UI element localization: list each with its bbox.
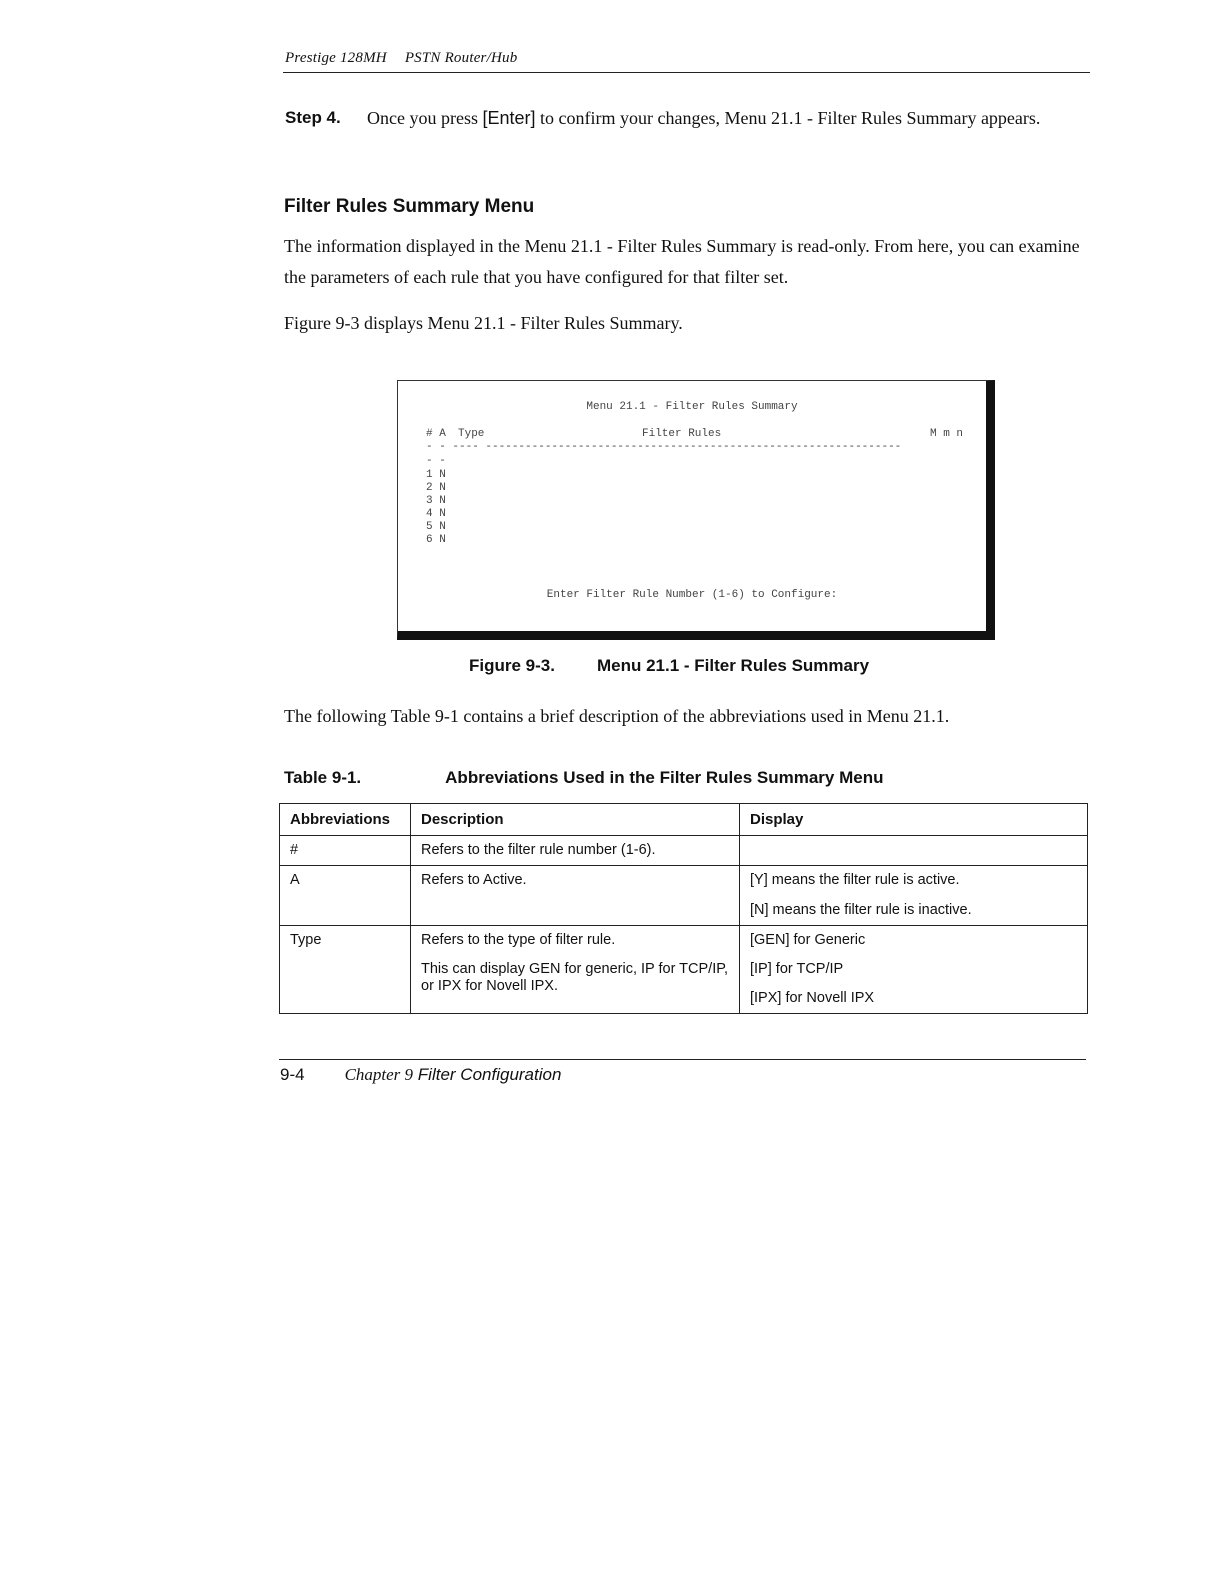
- terminal-col-header-type: Type: [458, 428, 485, 440]
- table-cell-display: [740, 866, 1088, 926]
- figure-intro: Figure 9-3 displays Menu 21.1 - Filter Rules Summary.: [284, 313, 683, 333]
- terminal-divider: - - ---- ---------------------------------------------------------------: [426, 441, 902, 453]
- table-cell-abbr: #: [280, 836, 411, 866]
- table-cell-description: [411, 926, 740, 1014]
- header-rule: [283, 72, 1090, 73]
- page-footer: [280, 1065, 561, 1085]
- table-caption-title: Abbreviations Used in the Filter Rules Summary Menu: [445, 768, 884, 787]
- section-paragraph: The information displayed in the Menu 21.1 - Filter Rules Summary is read-only. From here, you can examine the parameters of each rule that you have configured for that filter set.: [284, 236, 1080, 287]
- display-line: [Y] means the filter rule is active.: [750, 872, 960, 888]
- table-cell-abbr: A: [280, 866, 411, 926]
- description-line: Refers to the filter rule number (1-6).: [421, 842, 656, 858]
- terminal-screen: [397, 380, 995, 640]
- abbreviations-table: [279, 803, 1088, 1014]
- table-row: [280, 836, 1088, 866]
- terminal-col-header-rules: Filter Rules: [642, 428, 722, 440]
- terminal-title: Menu 21.1 - Filter Rules Summary: [586, 401, 798, 413]
- table-caption: [284, 768, 883, 788]
- terminal-divider-short: - -: [426, 455, 446, 467]
- display-line: [IP] for TCP/IP: [750, 961, 844, 977]
- table-cell-description: [411, 866, 740, 926]
- terminal-rule-row[interactable]: 6 N: [426, 534, 446, 546]
- figure-caption-title: Menu 21.1 - Filter Rules Summary: [596, 656, 870, 675]
- display-line: [IPX] for Novell IPX: [750, 990, 875, 1006]
- enter-key-label: [Enter]: [482, 108, 536, 128]
- running-header: [285, 50, 517, 67]
- table-cell-abbr: Type: [280, 926, 411, 1014]
- table-cell-description: [411, 836, 740, 866]
- step-text-after: to confirm your changes, Menu 21.1 - Filter Rules Summary appears.: [535, 108, 1041, 128]
- terminal-rule-row[interactable]: 3 N: [426, 495, 446, 507]
- col-num: #: [426, 428, 433, 440]
- step-label: Step 4.: [285, 108, 341, 127]
- terminal-rule-row[interactable]: 2 N: [426, 482, 446, 494]
- terminal-rule-row[interactable]: 1 N: [426, 469, 446, 481]
- figure-caption: [469, 656, 869, 676]
- step-text-before: Once you press: [367, 108, 483, 128]
- description-line: This can display GEN for generic, IP for TCP/IP, or IPX for Novell IPX.: [421, 961, 729, 994]
- header-product: Prestige 128MH: [285, 50, 387, 66]
- footer-chapter-word: Chapter 9: [344, 1065, 414, 1084]
- step-text: [367, 103, 1087, 134]
- page-number: 9-4: [280, 1065, 305, 1084]
- footer-chapter-title: Filter Configuration: [417, 1065, 562, 1084]
- table-header-row: [280, 804, 1088, 836]
- display-line: [GEN] for Generic: [750, 932, 866, 948]
- section-title: Filter Rules Summary Menu: [284, 196, 535, 217]
- terminal-rule-row[interactable]: 5 N: [426, 521, 446, 533]
- terminal-prompt[interactable]: Enter Filter Rule Number (1-6) to Configure:: [546, 589, 838, 601]
- col-active: A: [439, 428, 446, 440]
- footer-rule: [279, 1059, 1086, 1060]
- figure-caption-label: Figure 9-3.: [469, 656, 555, 675]
- terminal-col-header-number: [426, 428, 446, 440]
- table-header-abbreviations: Abbreviations: [280, 804, 411, 836]
- description-line: Refers to Active.: [421, 872, 527, 888]
- table-header-description: Description: [411, 804, 740, 836]
- table-intro: The following Table 9-1 contains a brief description of the abbreviations used in Menu 21.1.: [284, 706, 950, 726]
- description-line: Refers to the type of filter rule.: [421, 932, 616, 948]
- header-subtitle: PSTN Router/Hub: [404, 50, 518, 66]
- table-row: [280, 866, 1088, 926]
- table-caption-label: Table 9-1.: [284, 768, 362, 787]
- table-header-display: Display: [740, 804, 1088, 836]
- table-cell-display: [740, 926, 1088, 1014]
- terminal-col-header-mmn: M m n: [930, 428, 964, 440]
- table-cell-display: [740, 836, 1088, 866]
- display-line: [N] means the filter rule is inactive.: [750, 902, 972, 918]
- table-row: [280, 926, 1088, 1014]
- terminal-rule-row[interactable]: 4 N: [426, 508, 446, 520]
